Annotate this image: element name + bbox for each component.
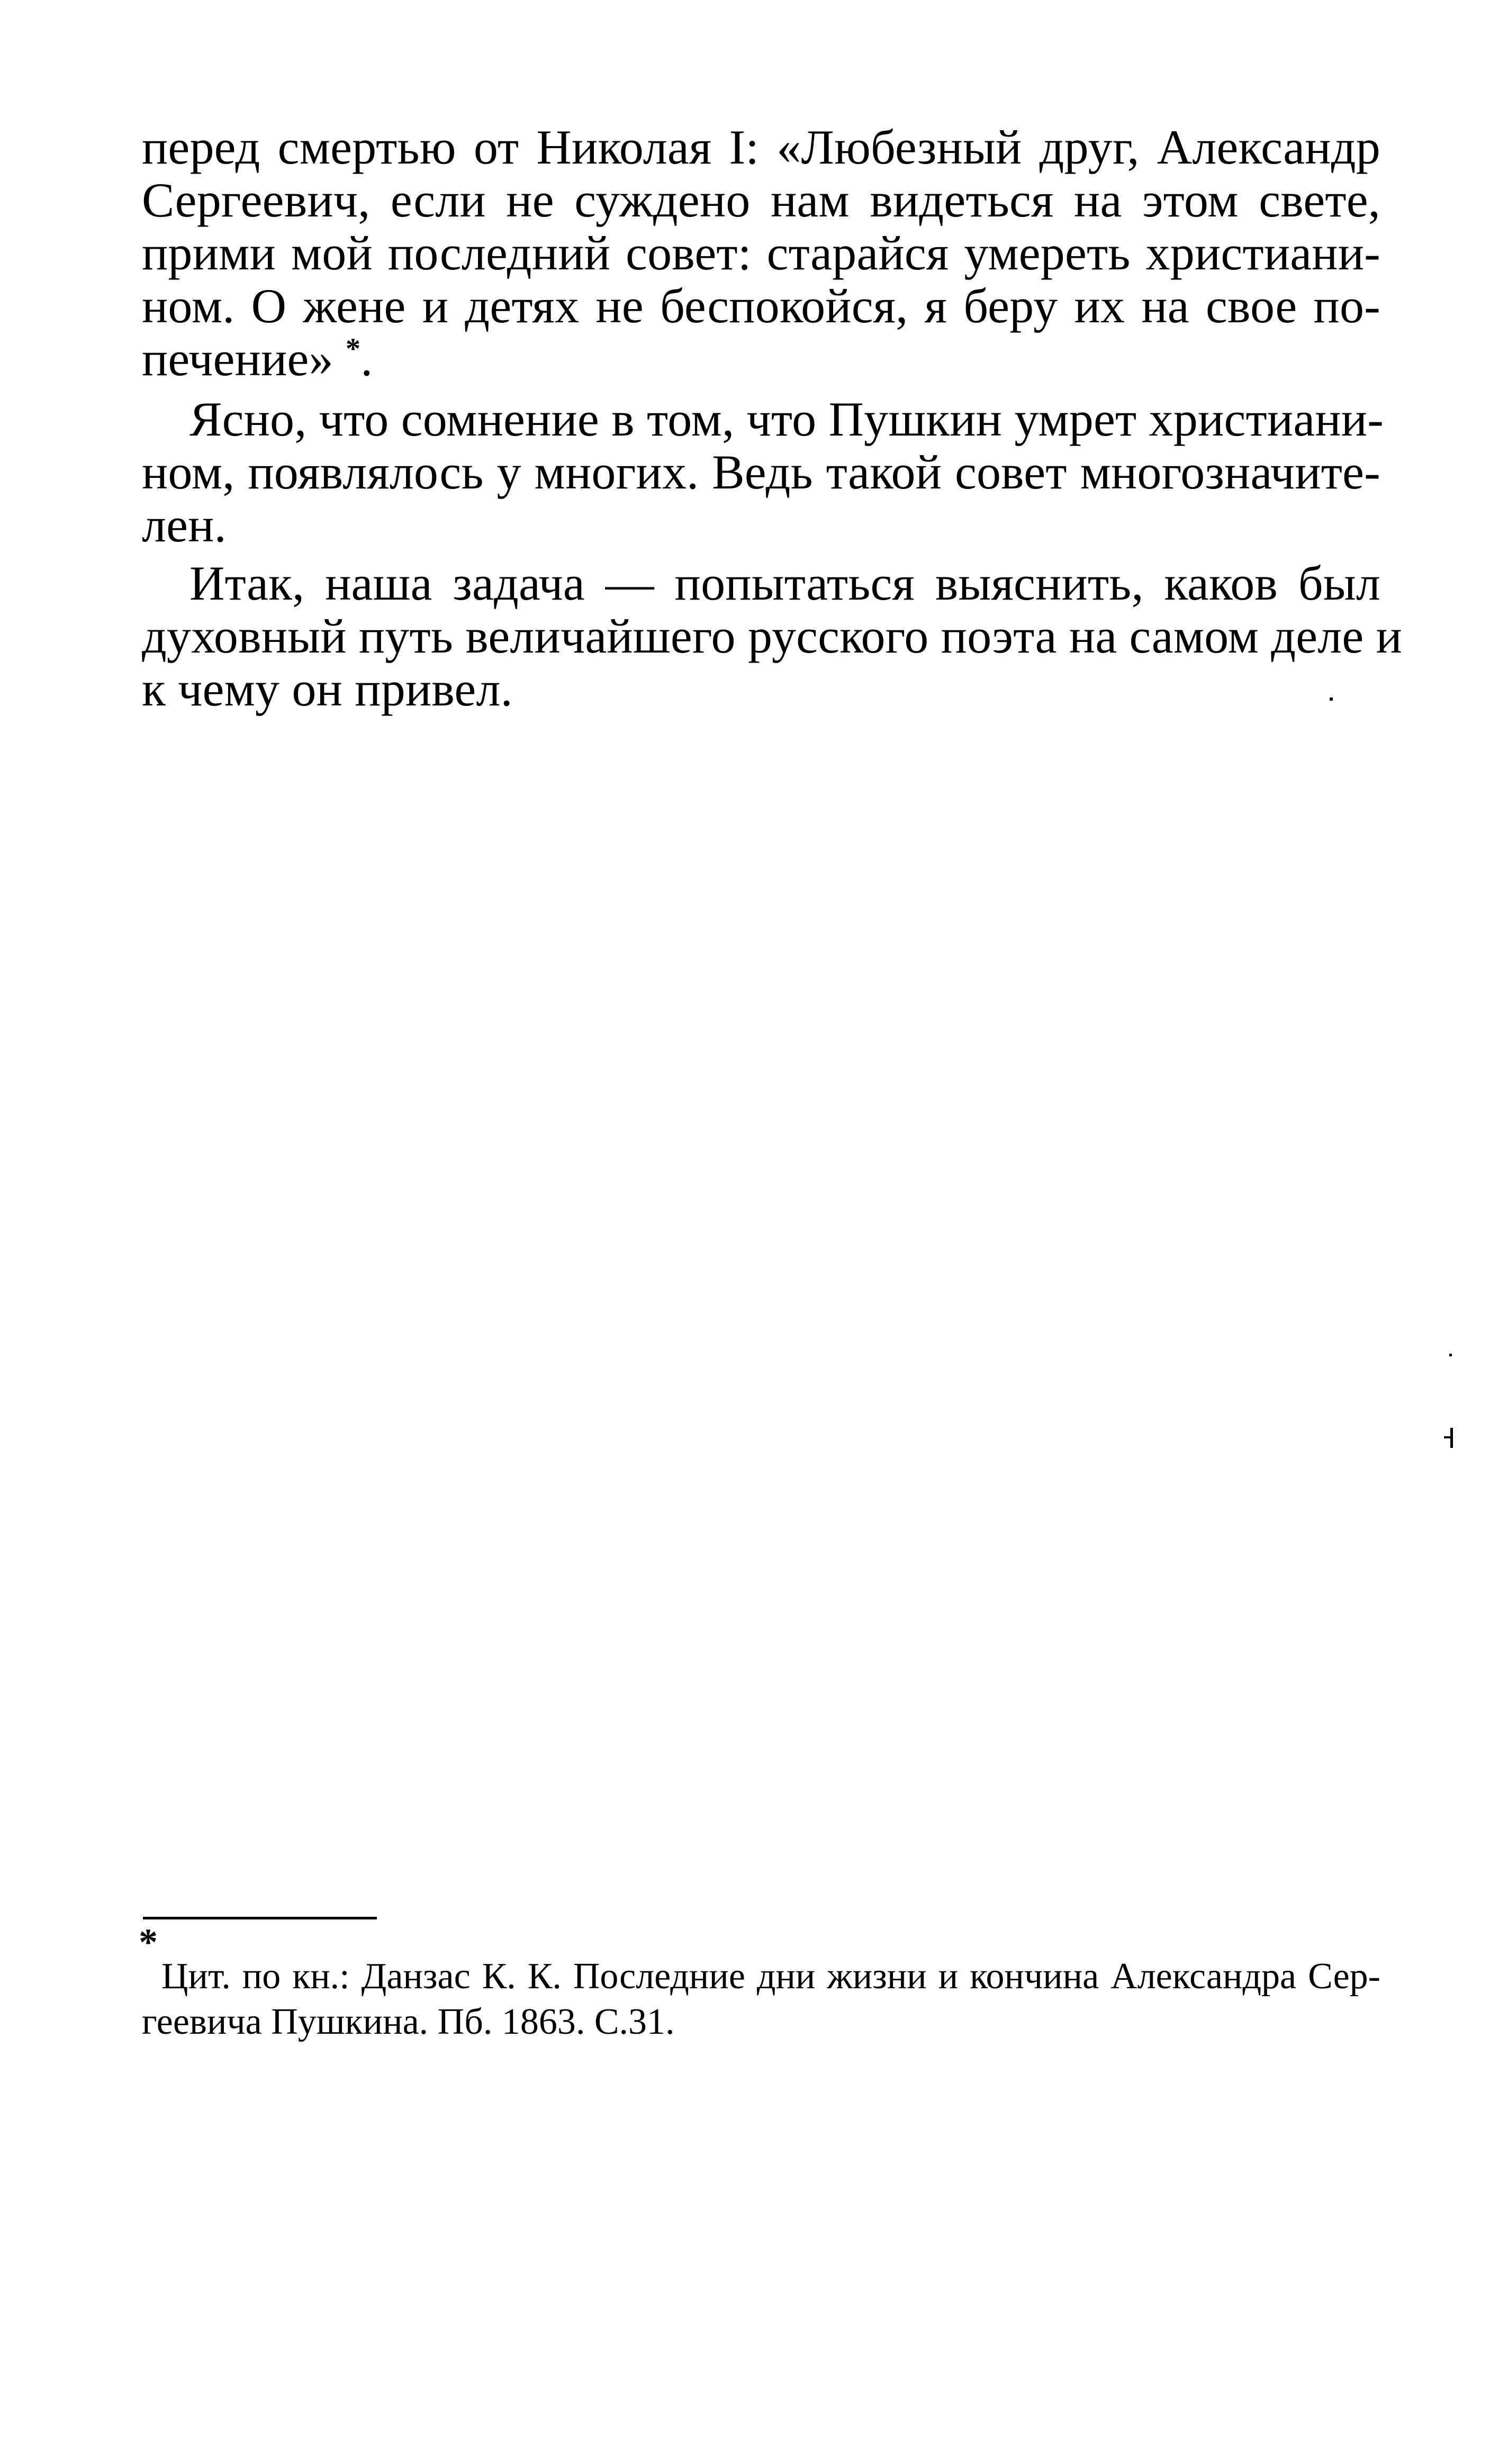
text-line: ном, появлялось у многих. Ведь такой совет многозначите- xyxy=(142,445,1380,499)
footnote-text-line: геевича Пушкина. Пб. 1863. С.31. xyxy=(142,2001,675,2042)
footnote-reference[interactable]: * xyxy=(346,332,361,366)
scan-speck xyxy=(1444,1436,1450,1438)
text-line-with-footnote-ref xyxy=(142,329,1380,388)
scan-speck xyxy=(1330,697,1333,701)
text-line: к чему он привел. xyxy=(142,662,513,716)
text-line: Сергеевич, если не суждено нам видеться на этом свете, xyxy=(142,173,1380,227)
text-line: лен. xyxy=(142,498,227,552)
text-line: духовный путь величайшего русского поэта на самом деле и xyxy=(142,609,1403,663)
text-line: ном. О жене и детях не беспокойся, я беру их на свое по- xyxy=(142,279,1380,333)
text-line: Ясно, что сомнение в том, что Пушкин умрет христиани- xyxy=(189,392,1384,446)
text-fragment: печение» xyxy=(142,332,333,386)
scan-speck xyxy=(1450,1428,1453,1448)
text-fragment: . xyxy=(360,332,373,386)
footnote-text-line: Цит. по кн.: Данзас К. К. Последние дни жизни и кончина Александра Сер- xyxy=(161,1956,1380,1997)
footnote-separator xyxy=(143,1917,377,1919)
footnote-marker: * xyxy=(139,1921,158,1963)
text-line: Итак, наша задача — попытаться выяснить, каков был xyxy=(189,556,1380,610)
text-line: прими мой последний совет: старайся умереть христиани- xyxy=(142,226,1380,280)
text-line: перед смертью от Николая I: «Любезный друг, Александр xyxy=(142,120,1380,174)
scan-speck xyxy=(1449,1354,1452,1356)
